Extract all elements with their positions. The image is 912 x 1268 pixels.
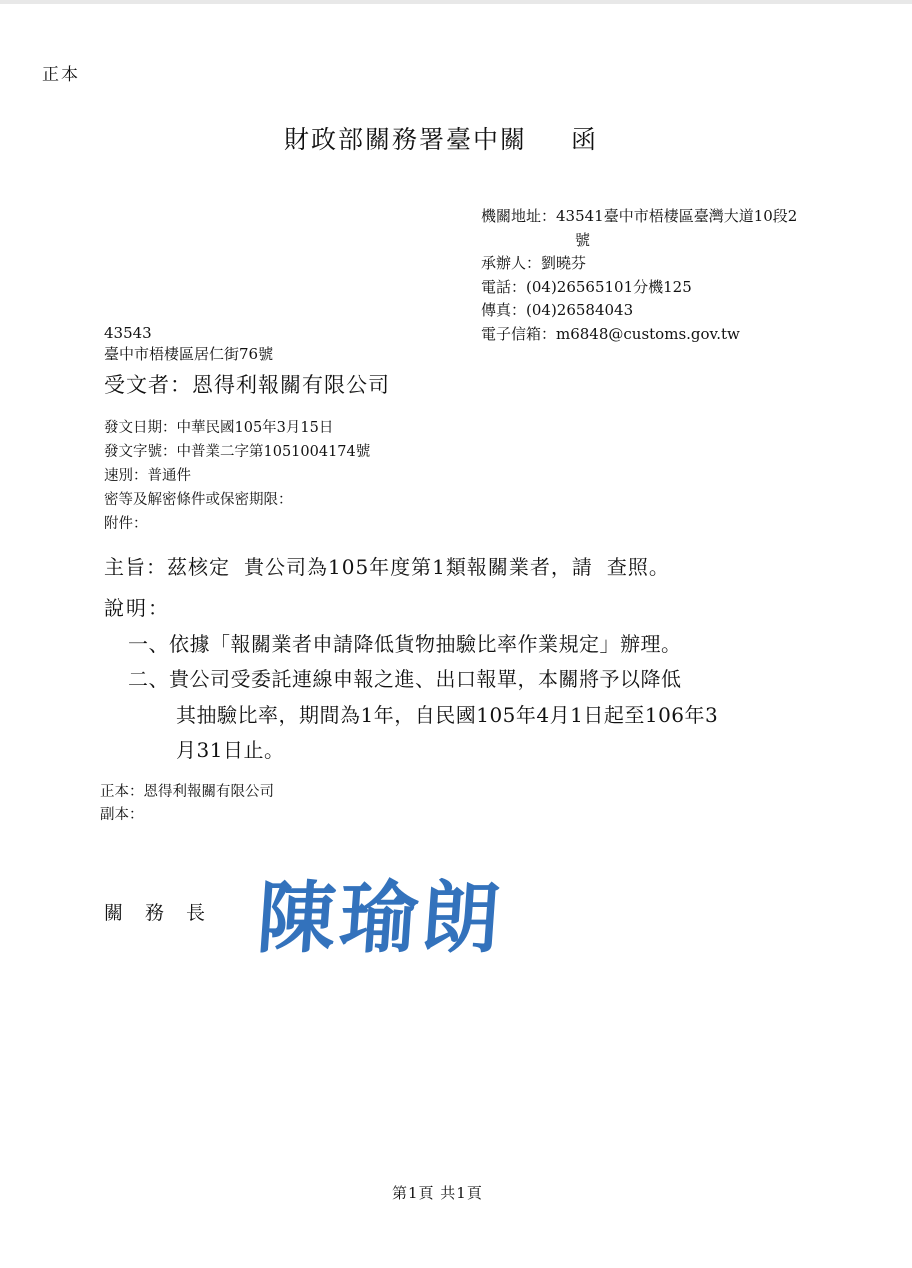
explain-item-2-line2: 其抽驗比率，期間為1年，自民國105年4月1日起至106年3 [176,703,719,727]
document-title [284,120,598,156]
recipient-zip: 43543 [104,324,152,342]
copy-mark: 正本 [42,65,80,85]
page-indicator: 第1頁 共1頁 [392,1184,483,1202]
contact-block [481,205,797,346]
contact-fax: 傳真：(04)26584043 [481,301,634,319]
explain-item-2-line3: 月31日止。 [176,738,285,762]
contact-handler: 承辦人：劉曉芬 [481,254,587,272]
issue-date: 發文日期：中華民國105年3月15日 [104,420,334,436]
subject: 主旨：茲核定 貴公司為105年度第1類報關業者，請 查照。 [104,555,670,579]
explain-item-2: 二、貴公司受委託連線申報之進、出口報單，本關將予以降低 [128,667,682,691]
distribution [100,781,274,827]
cc-main: 正本：恩得利報關有限公司 [100,784,274,800]
scan-edge [0,0,912,4]
document-number: 發文字號：中普業二字第1051004174號 [104,444,371,460]
contact-phone: 電話：(04)26565101分機125 [481,277,692,296]
meta-block [104,416,370,536]
explain-label: 說明： [104,596,170,620]
contact-email: 電子信箱：m6848@customs.gov.tw [481,324,740,343]
recipient: 受文者：恩得利報關有限公司 [104,373,390,397]
cc-copy: 副本： [100,807,144,823]
signature-stamp: 陳瑜朗 [254,873,507,964]
contact-address: 機關地址：43541臺中市梧棲區臺灣大道10段2 [481,207,798,225]
contact-address-cont: 號 [575,230,591,249]
chief-title: 關務長 [104,902,228,924]
attachment: 附件： [104,516,148,532]
explain-item-1: 一、依據「報關業者申請降低貨物抽驗比率作業規定」辦理。 [128,632,682,656]
speed-class: 速別：普通件 [104,468,191,484]
title-type: 函 [571,125,599,154]
title-org: 財政部關務署臺中關 [284,125,528,154]
secrecy-class: 密等及解密條件或保密期限： [104,492,293,508]
recipient-address: 臺中市梧棲區居仁街76號 [104,345,274,363]
